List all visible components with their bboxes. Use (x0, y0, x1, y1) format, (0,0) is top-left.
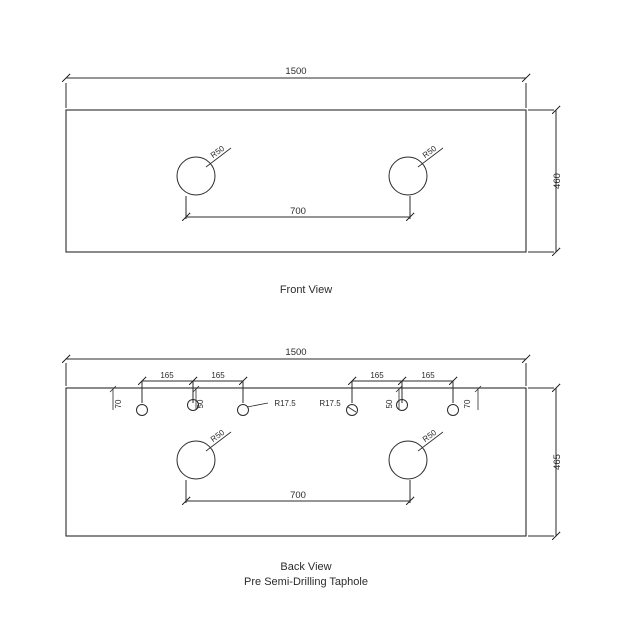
front-view-basin-left (177, 144, 231, 195)
back-view-spacing-right-1-label: 165 (370, 371, 384, 380)
back-view (62, 347, 563, 588)
back-view-inner-offset-left-label: 50 (196, 399, 205, 409)
back-view-basin-spacing-dimension (182, 480, 414, 505)
back-view-height-dimension (528, 384, 563, 540)
back-view-slab-outline (66, 388, 526, 536)
front-view (62, 66, 563, 296)
back-view-taphole-radius-left-label: R17.5 (274, 399, 296, 408)
front-view-basin-spacing-label: 700 (290, 206, 306, 217)
back-view-width-dimension (62, 347, 530, 386)
back-view-tapholes (137, 400, 459, 416)
back-view-basin-spacing-label: 700 (290, 490, 306, 501)
taphole-3 (238, 405, 249, 416)
front-view-width-dimension (62, 66, 530, 108)
taphole-4 (347, 405, 358, 416)
back-view-basin-left (177, 428, 231, 479)
back-view-edge-offset-left-label: 70 (114, 399, 123, 409)
front-view-basin-right (389, 144, 443, 195)
taphole-6 (448, 405, 459, 416)
back-view-taphole-radius-right-label: R17.5 (319, 399, 341, 408)
front-view-caption: Front View (279, 284, 333, 296)
front-view-height-dimension (528, 106, 563, 256)
back-view-spacing-left-2-label: 165 (211, 371, 225, 380)
front-view-height-label: 460 (552, 173, 563, 189)
front-view-width-label: 1500 (285, 66, 307, 77)
back-view-spacing-right-2-label: 165 (421, 371, 435, 380)
back-view-basin-right (389, 428, 443, 479)
back-view-edge-offset-right-label: 70 (463, 399, 472, 409)
back-view-spacing-left-1-label: 165 (160, 371, 174, 380)
back-view-caption: Back View (280, 561, 332, 573)
taphole-1 (137, 405, 148, 416)
front-view-basin-left-radius-label: R50 (208, 144, 227, 160)
back-view-caption-line2: Pre Semi-Drilling Taphole (244, 576, 368, 588)
front-view-basin-spacing-dimension (182, 196, 414, 221)
back-view-basin-right-radius-label: R50 (420, 428, 439, 444)
front-view-basin-right-radius-label: R50 (420, 144, 439, 160)
back-view-width-label: 1500 (285, 347, 307, 358)
back-view-basin-left-radius-label: R50 (208, 428, 227, 444)
back-view-height-label: 465 (552, 454, 563, 470)
back-view-taphole-spacing-dimensions (138, 371, 457, 403)
front-view-slab-outline (66, 110, 526, 252)
back-view-inner-offset-right-label: 50 (385, 399, 394, 409)
back-view-taphole-radius-leaders (247, 399, 356, 412)
